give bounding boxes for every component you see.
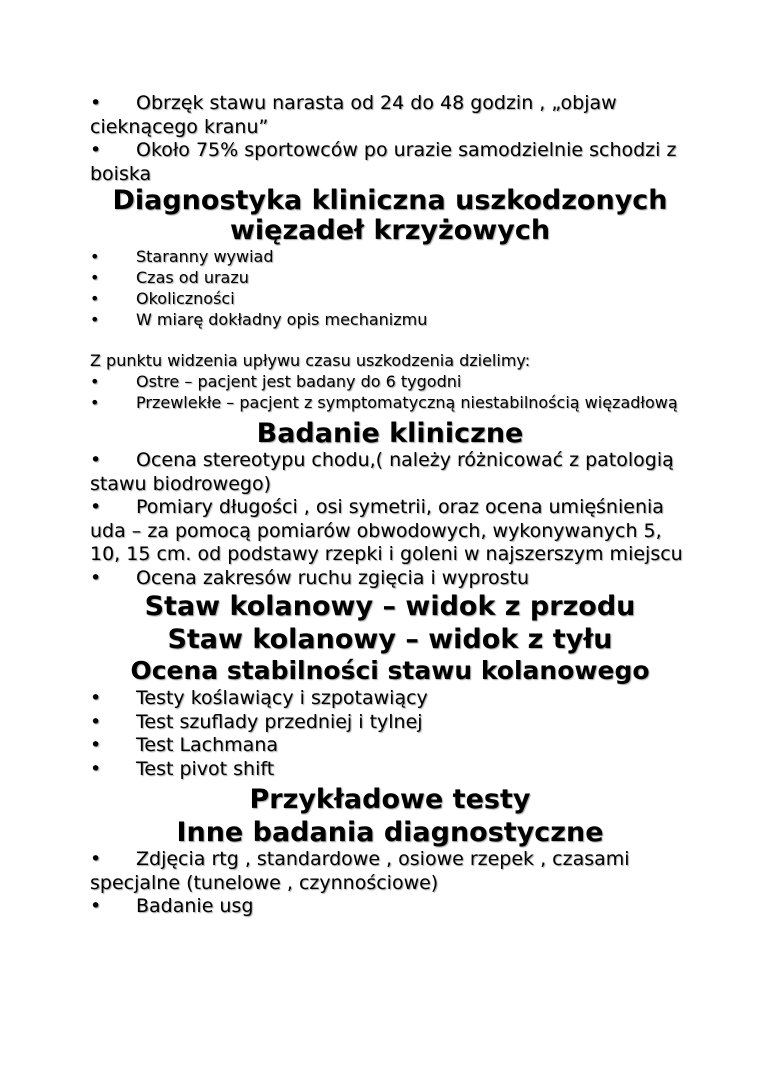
list-item: • Czas od urazu <box>90 268 249 287</box>
list-item: • Zdjęcia rtg , standardowe , osiowe rzepek , czasami specjalne (tunelowe , czynnościowe) <box>90 848 630 894</box>
intro-bullet <box>90 139 690 186</box>
list-item: • Test szuflady przedniej i tylnej <box>90 710 423 733</box>
intro-text: Około 75% sportowców po urazie samodzielnie schodzi z boiska <box>90 139 677 185</box>
section-title-diagnostics: Diagnostyka kliniczna uszkodzonych więzadeł krzyżowych <box>112 185 668 246</box>
diagnostics-list <box>90 246 690 330</box>
bullet-marker: • <box>90 139 102 161</box>
list-item: • Staranny wywiad <box>90 247 274 266</box>
bullet-marker: • <box>90 92 102 114</box>
list-item: • Test pivot shift <box>90 757 275 780</box>
list-item: • Ostre – pacjent jest badany do 6 tygodni <box>90 372 462 391</box>
classification-paragraph: Z punktu widzenia upływu czasu uszkodzenia dzielimy: <box>90 351 531 370</box>
section-title-stability: Ocena stabilności stawu kolanowego <box>130 656 650 685</box>
list-item: • Ocena stereotypu chodu,( należy różnicować z patologią stawu biodrowego) <box>90 449 674 495</box>
list-item: • Okoliczności <box>90 289 235 308</box>
intro-text: Obrzęk stawu narasta od 24 do 48 godzin , „objaw cieknącego kranu” <box>90 92 617 138</box>
document-content <box>90 92 690 919</box>
heading-knee-front: Staw kolanowy – widok z przodu <box>144 591 636 622</box>
list-item: • Przewlekłe – pacjent z symptomatyczną niestabilnością więzadłową <box>90 393 678 412</box>
stability-tests-list <box>90 687 690 781</box>
section-title-clinical: Badanie kliniczne <box>256 418 524 449</box>
list-item: • W miarę dokładny opis mechanizmu <box>90 310 428 329</box>
list-item: • Testy koślawiący i szpotawiący <box>90 687 428 709</box>
list-item: • Ocena zakresów ruchu zgięcia i wyprostu <box>90 566 530 589</box>
list-item: • Test Lachmana <box>90 734 279 756</box>
heading-knee-back: Staw kolanowy – widok z tyłu <box>167 624 613 655</box>
intro-bullet <box>90 92 690 139</box>
section-title-other-diagnostics: Inne badania diagnostyczne <box>176 817 604 848</box>
list-item: • Pomiary długości , osi symetrii, oraz ocena umięśnienia uda – za pomocą pomiarów obwodowych, wykonywanych 5, 10, 15 cm. od podstawy rzepki i goleni w najszerszym miejscu <box>90 496 683 565</box>
list-item: • Badanie usg <box>90 895 254 917</box>
heading-example-tests: Przykładowe testy <box>249 784 531 815</box>
